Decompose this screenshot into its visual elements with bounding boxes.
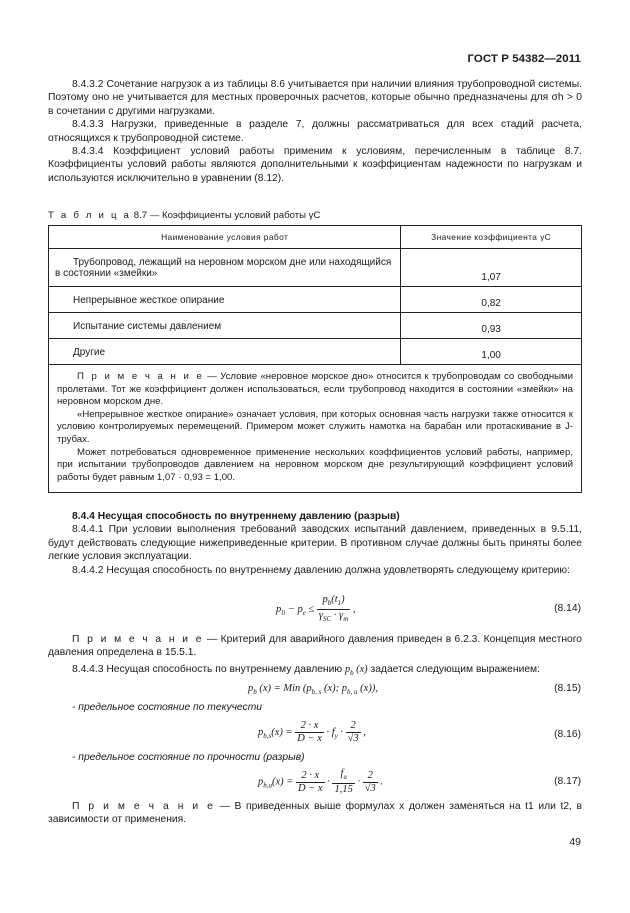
note-8-4-4-3: П р и м е ч а н и е — В приведенных выше формулах x должен заменяться на t1 или t2, в зависимости от применения. (48, 801, 582, 826)
paragraph-8-4-3-4: 8.4.3.4 Коэффициент условий работы применим к условиям, перечисленным в таблице 8.7. Коэффициенты условий работы являются дополнительными к коэффициентам надежности по нагрузкам и используются исключительно в уравнении (8.12). (48, 146, 582, 184)
formula-8-15: $p_b$ (x) = Min ($p_{b, s}$ (x); $p_{b, u}$ (x)), (248, 683, 378, 697)
table-row (49, 313, 582, 339)
condition-cell: Трубопровод, лежащий на неровном морском дне или находящийся в состоянии «змейки» (49, 249, 401, 287)
page-number: 49 (569, 836, 581, 848)
formula-8-14: $p_{li} - p_e$ ≤ $\frac{p_b(t_1)}{\gamma_{SC} \cdot \gamma_m}$ , (276, 594, 356, 624)
condition-cell: Испытание системы давлением (49, 313, 401, 339)
value-cell: 0,93 (401, 313, 582, 339)
table-header-row (49, 226, 582, 249)
strength-label: - предельное состояние по прочности (разрыв) (72, 752, 305, 763)
equation-number-8-14: (8.14) (554, 603, 581, 614)
table-row (49, 339, 582, 365)
formula-8-17: $p_{b,u}(x)$ = $\frac{2 \cdot x}{D - x}$ · $\frac{f_u}{1,15}$ · $\frac{2}{√3}$ . (258, 768, 383, 796)
paragraph-8-4-4-1: 8.4.4.1 При условии выполнения требований заводских испытаний давлением, приведенных в 9.5.11, будут действовать следующие нижеприведенные критерии. В противном случае должны быть приняты более легкие условия эксплуатации. (48, 524, 582, 563)
table-caption: Т а б л и ц а 8.7 — Коэффициенты условий работы γC (48, 210, 321, 221)
table-row (49, 249, 582, 287)
condition-cell: Другие (49, 339, 401, 365)
formula-8-16: $p_{b,s}(x)$ = $\frac{2 \cdot x}{D - x}$ · $f_y$ · $\frac{2}{√3}$ , (258, 720, 366, 744)
paragraph-8-4-3-2: 8.4.3.2 Сочетание нагрузок a из таблицы 8.6 учитывается при наличии влияния трубопроводной системы. Поэтому оно не учитывается для местных проверочных расчетов, которые обычно предназначены для σh > 0 в сочетании с другими нагрузками. (48, 79, 582, 117)
value-cell: 1,07 (401, 249, 582, 287)
paragraph-8-4-3-3: 8.4.3.3 Нагрузки, приведенные в разделе 7, должны рассматриваться для всех стадий расчета, относящихся к трубопроводной системе. (48, 119, 582, 144)
yield-label: - предельное состояние по текучести (72, 702, 262, 713)
table-note: П р и м е ч а н и е — Условие «неровное морское дно» относится к трубопроводам со свободными пролетами. Тот же коэффициент должен использоваться, если трубопровод находится в состоянии «змейки» на неровном морском дне. «Непрерывное жесткое опирание» означает условия, при которых основная часть нагрузки также относится к условию контролируемых перемещений. Примером может служить намотка на барабан или протаскивание в J-трубах. Может потребоваться одновременное применение нескольких коэффициентов условий работы, например, при испытании трубопроводов давлением на неровном морском дне результирующий коэффициент условий работы будет равным 1,07 · 0,93 = 1,00. (49, 365, 582, 493)
equation-number-8-17: (8.17) (554, 776, 581, 787)
equation-number-8-15: (8.15) (554, 683, 581, 694)
equation-number-8-16: (8.16) (554, 729, 581, 740)
value-cell: 1,00 (401, 339, 582, 365)
top-paragraphs (48, 78, 582, 185)
coefficients-table (48, 225, 582, 493)
header-condition: Наименование условия работ (49, 226, 401, 249)
header-value: Значение коэффициента γC (401, 226, 582, 249)
table-row (49, 287, 582, 313)
section-heading: 8.4.4 Несущая способность по внутреннему давлению (разрыв) (72, 511, 400, 522)
condition-cell: Непрерывное жесткое опирание (49, 287, 401, 313)
standard-header: ГОСТ Р 54382—2011 (467, 53, 581, 65)
note-8-4-4-2: П р и м е ч а н и е — Критерий для аварийного давления приведен в 6.2.3. Концепция местного давления определена в 15.5.1. (48, 634, 582, 659)
table-note-row (49, 365, 582, 493)
paragraph-8-4-4-2: 8.4.4.2 Несущая способность по внутреннему давлению должна удовлетворять следующему критерию: (72, 564, 570, 576)
value-cell: 0,82 (401, 287, 582, 313)
section-8-4-4 (48, 510, 582, 577)
paragraph-8-4-4-3: 8.4.4.3 Несущая способность по внутреннему давлению $p_b$ (x) задается следующим выражением: (72, 664, 540, 678)
